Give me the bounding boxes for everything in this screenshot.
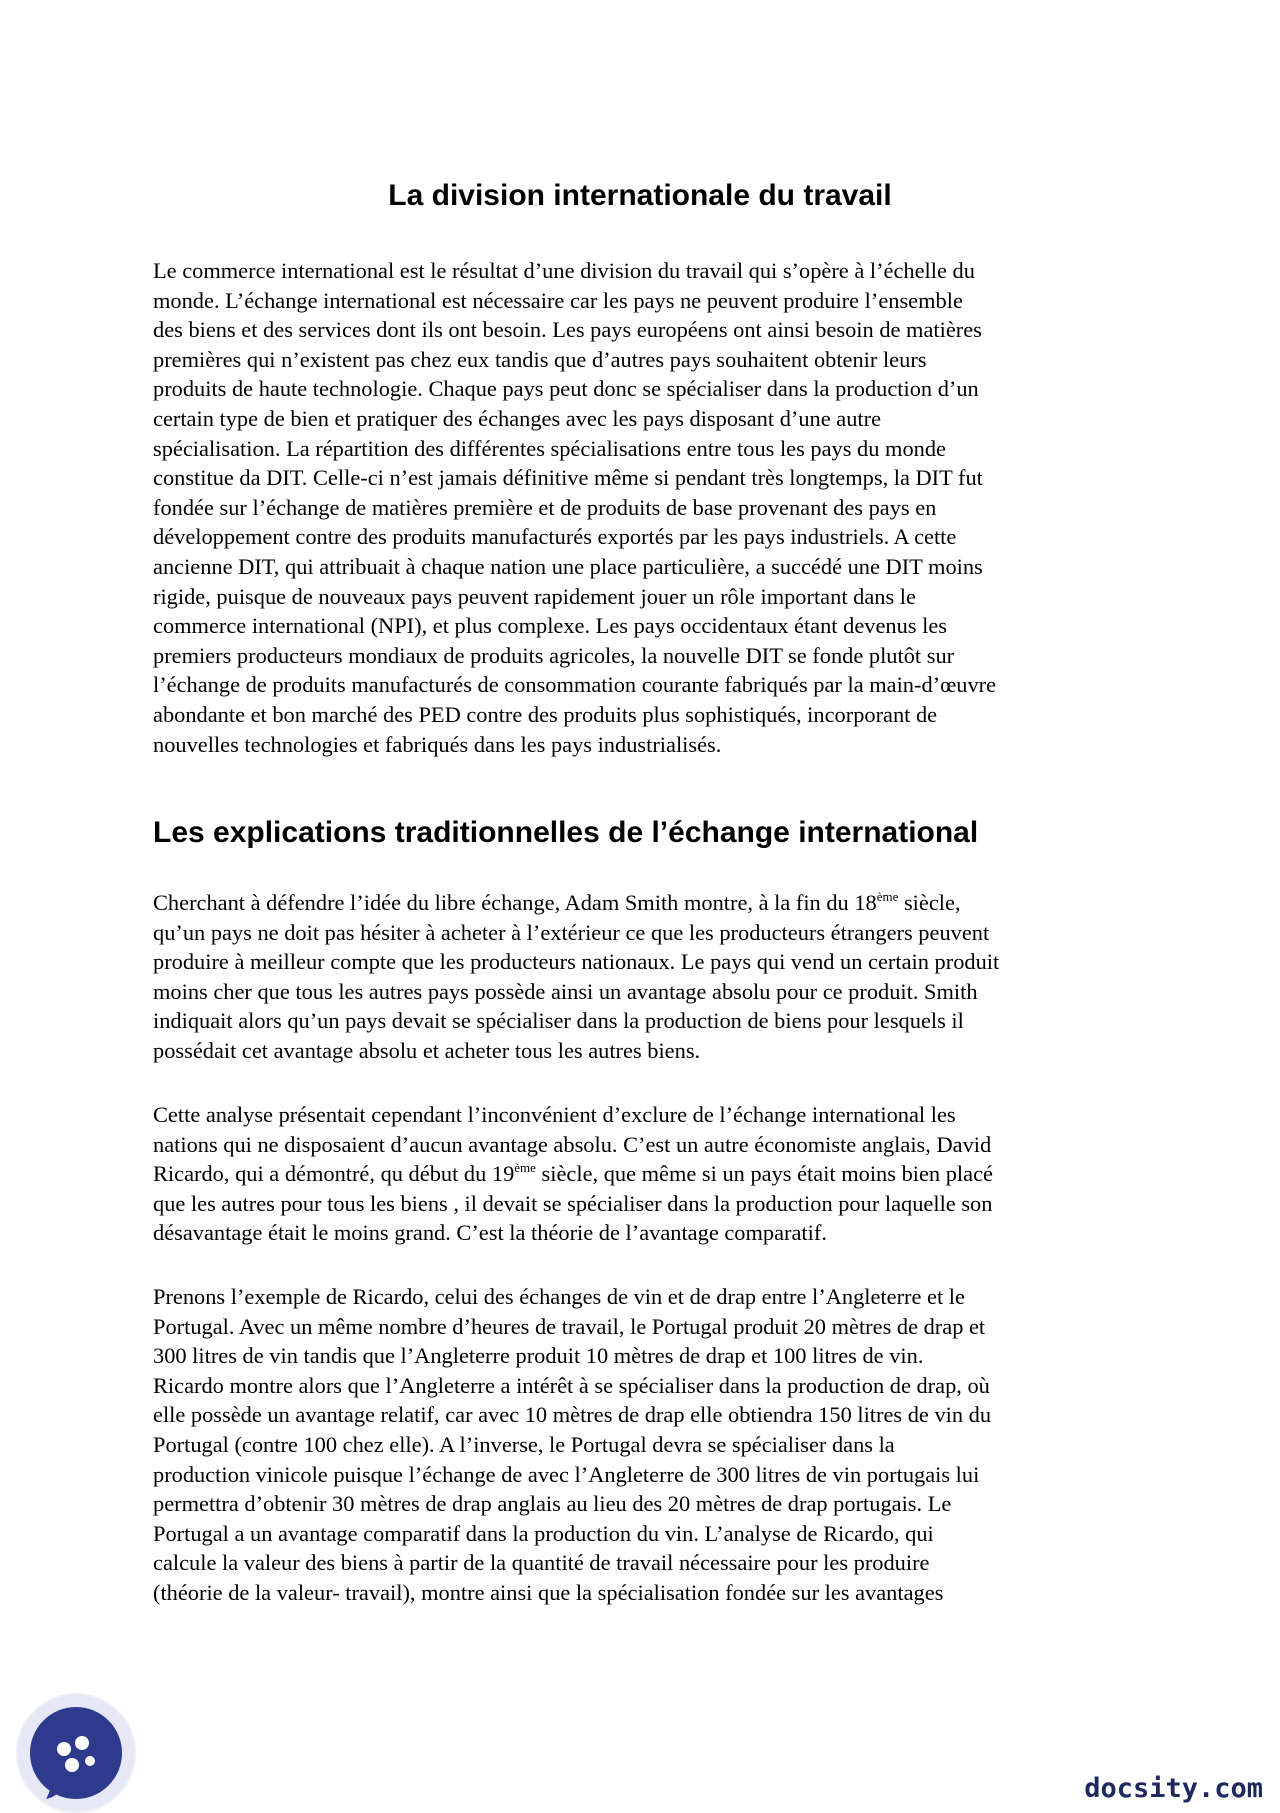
text-line: Prenons l’exemple de Ricardo, celui des échanges de vin et de drap entre l’Angleterre et le — [153, 1284, 965, 1309]
text-line: certain type de bien et pratiquer des échanges avec les pays disposant d’une autre — [153, 405, 882, 431]
docsity-logo-icon[interactable] — [16, 1693, 136, 1813]
text-line: production vinicole puisque l’échange de avec l’Angleterre de 300 litres de vin portugais lui — [153, 1461, 980, 1487]
text-line: Ricardo montre alors que l’Angleterre a intérêt à se spécialiser dans la production de drap, où — [153, 1372, 990, 1398]
text-fragment: Cherchant à défendre l’idée du libre échange, Adam Smith montre, à la fin du 18 — [153, 890, 877, 915]
text-line: Portugal a un avantage comparatif dans la production du vin. L’analyse de Ricardo, qui — [153, 1520, 934, 1546]
text-line: produire à meilleur compte que les producteurs nationaux. Le pays qui vend un certain produit — [153, 949, 1000, 975]
text-line: désavantage était le moins grand. C’est la théorie de l’avantage comparatif. — [153, 1220, 827, 1246]
text-line: possédait cet avantage absolu et acheter tous les autres biens. — [153, 1037, 701, 1063]
text-line: (théorie de la valeur- travail), montre ainsi que la spécialisation fondée sur les avantages — [153, 1579, 944, 1605]
text-line: commerce international (NPI), et plus complexe. Les pays occidentaux étant devenus les — [153, 613, 947, 639]
superscript: ème — [514, 1160, 536, 1176]
text-line: des biens et des services dont ils ont besoin. Les pays européens ont ainsi besoin de matières — [153, 317, 982, 343]
superscript: ème — [876, 889, 899, 904]
text-line: premiers producteurs mondiaux de produits agricoles, la nouvelle DIT se fonde plutôt sur — [153, 642, 955, 668]
text-line: Le commerce international est le résultat d’une division du travail qui s’opère à l’échelle du — [153, 258, 975, 283]
text-line: Cette analyse présentait cependant l’inconvénient d’exclure de l’échange international les — [153, 1102, 956, 1127]
paragraph-ricardo-theory — [153, 1100, 1143, 1248]
text-fragment: siècle, que même si un pays était moins bien placé — [535, 1161, 993, 1187]
text-line: fondée sur l’échange de matières première et de produits de base provenant des pays en — [153, 494, 937, 520]
text-line: Portugal. Avec un même nombre d’heures de travail, le Portugal produit 20 mètres de drap et — [153, 1313, 986, 1339]
text-line: abondante et bon marché des PED contre des produits plus sophistiqués, incorporant de — [153, 701, 938, 727]
text-line: Portugal (contre 100 chez elle). A l’inverse, le Portugal devra se spécialiser dans la — [153, 1431, 895, 1457]
text-line: nouvelles technologies et fabriqués dans les pays industrialisés. — [153, 731, 722, 757]
paragraph-dit — [153, 256, 1143, 759]
text-line: indiquait alors qu’un pays devait se spécialiser dans la production de biens pour lesquels il — [153, 1008, 964, 1034]
text-line: spécialisation. La répartition des différentes spécialisations entre tous les pays du monde — [153, 435, 946, 461]
text-line: premières qui n’existent pas chez eux tandis que d’autres pays souhaitent obtenir leurs — [153, 346, 927, 372]
text-line: l’échange de produits manufacturés de consommation courante fabriqués par la main-d’œuvre — [153, 672, 997, 698]
text-line: ancienne DIT, qui attribuait à chaque nation une place particulière, a succédé une DIT moins — [153, 553, 983, 579]
text-line — [153, 1159, 1143, 1189]
text-line: que les autres pour tous les biens , il devait se spécialiser dans la production pour laquelle son — [153, 1190, 993, 1216]
text-line: développement contre des produits manufacturés exportés par les pays industriels. A cette — [153, 524, 957, 550]
text-line: rigide, puisque de nouveaux pays peuvent rapidement jouer un rôle important dans le — [153, 583, 916, 609]
text-line: qu’un pays ne doit pas hésiter à acheter à l’extérieur ce que les producteurs étrangers peuvent — [153, 919, 990, 945]
text-line: calcule la valeur des biens à partir de la quantité de travail nécessaire pour les produire — [153, 1550, 930, 1576]
paragraph-adam-smith — [153, 888, 1143, 1066]
text-line: moins cher que tous les autres pays possède ainsi un avantage absolu pour ce produit. Smith — [153, 978, 978, 1004]
text-line — [153, 888, 1143, 918]
text-line: nations qui ne disposaient d’aucun avantage absolu. C’est un autre économiste anglais, David — [153, 1131, 992, 1157]
docsity-brand-link[interactable]: docsity.com — [1084, 1773, 1263, 1804]
text-line: constitue da DIT. Celle-ci n’est jamais définitive même si pendant très longtemps, la DIT fut — [153, 465, 983, 491]
text-line: elle possède un avantage relatif, car avec 10 mètres de drap elle obtiendra 150 litres de vin du — [153, 1402, 992, 1428]
text-line: produits de haute technologie. Chaque pays peut donc se spécialiser dans la production d’un — [153, 376, 979, 402]
paragraph-ricardo-example — [153, 1282, 1143, 1608]
text-line: 300 litres de vin tandis que l’Angleterre produit 10 mètres de drap et 100 litres de vin. — [153, 1343, 924, 1369]
page-title: La division internationale du travail — [388, 179, 892, 212]
section-heading: Les explications traditionnelles de l’échange international — [153, 816, 979, 849]
text-fragment: Ricardo, qui a démontré, qu début du 19 — [153, 1161, 515, 1187]
text-line: monde. L’échange international est nécessaire car les pays ne peuvent produire l’ensemble — [153, 287, 963, 313]
text-line: permettra d’obtenir 30 mètres de drap anglais au lieu des 20 mètres de drap portugais. Le — [153, 1491, 952, 1517]
text-fragment: siècle, — [898, 890, 961, 915]
